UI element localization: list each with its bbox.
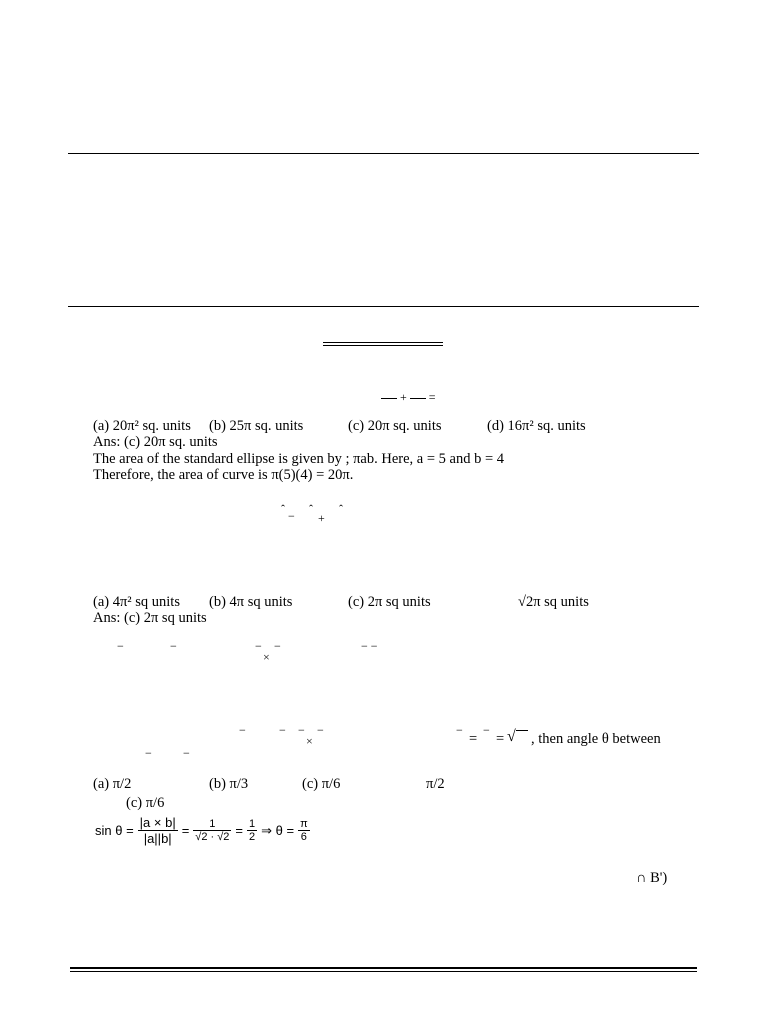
q4-dash-4: − — [317, 723, 324, 737]
formula-den-1: |a||b| — [143, 831, 172, 846]
q4-option-d: π/2 — [426, 776, 445, 792]
q3-dash-1: − — [117, 639, 124, 653]
formula-den-4: 6 — [300, 831, 307, 843]
q2-option-d: √2π sq units — [518, 594, 589, 610]
q4-dash-2: − — [279, 723, 286, 737]
section-title-underline — [323, 342, 443, 343]
footer-rule-top — [70, 967, 697, 969]
q2-minus: − — [288, 509, 295, 523]
section-title-underline-2 — [323, 345, 443, 346]
q2-option-a: (a) 4π² sq units — [93, 594, 180, 610]
q2-hat-2: ˆ — [309, 502, 313, 516]
q1-explanation-1: The area of the standard ellipse is given by ; πab. Here, a = 5 and b = 4 — [93, 451, 505, 467]
q4-dash-3: − — [298, 723, 305, 737]
formula-num-3: 1 — [248, 818, 256, 830]
q1-equation: + = — [381, 390, 436, 405]
formula-den-2: √2 · √2 — [195, 831, 230, 843]
q1-option-a: (a) 20π² sq. units — [93, 418, 191, 434]
q1-answer: Ans: (c) 20π sq. units — [93, 434, 218, 450]
formula-eq-1: = — [181, 823, 190, 838]
formula-fraction-1 — [138, 815, 178, 846]
q4-formula — [95, 815, 310, 846]
q4-dash-8: − — [183, 746, 190, 760]
formula-lhs: sin θ = — [95, 823, 134, 838]
q2-plus: + — [318, 511, 325, 525]
q4-root: √ — [507, 728, 528, 746]
q4-dash-5: − — [456, 723, 463, 737]
formula-fraction-4 — [298, 818, 310, 843]
formula-fraction-3 — [247, 818, 257, 843]
formula-fraction-2 — [193, 818, 231, 843]
formula-num-2: 1 — [209, 818, 216, 830]
header-rule-bottom — [68, 306, 699, 307]
q1-option-b: (b) 25π sq. units — [209, 418, 304, 434]
formula-eq-2: = — [235, 823, 243, 838]
q4-answer: (c) π/6 — [126, 795, 165, 811]
q3-cross: × — [263, 650, 270, 664]
q4-equals-1: = — [469, 731, 478, 747]
q1-option-d: (d) 16π² sq. units — [487, 418, 586, 434]
q1-explanation-2: Therefore, the area of curve is π(5)(4) = 20π. — [93, 467, 354, 483]
q4-equals-2: = — [496, 731, 505, 747]
q4-option-a: (a) π/2 — [93, 776, 132, 792]
q3-dash-2: − — [170, 639, 177, 653]
q4-dash-7: − — [145, 746, 152, 760]
q1-option-c: (c) 20π sq. units — [348, 418, 442, 434]
q3-dash-4: − — [274, 639, 281, 653]
q4-option-c: (c) π/6 — [302, 776, 341, 792]
q2-option-c: (c) 2π sq units — [348, 594, 431, 610]
q3-dash-pair: − − — [361, 639, 378, 653]
header-rule-top — [68, 153, 699, 154]
q4-dash-6: − — [483, 723, 490, 737]
formula-den-3: 2 — [248, 831, 256, 843]
formula-implies: ⇒ θ = — [261, 822, 295, 838]
footer-rule-bottom — [70, 971, 697, 972]
q2-answer: Ans: (c) 2π sq units — [93, 610, 207, 626]
q4-text-tail: , then angle θ between — [531, 731, 661, 747]
q3-dash-3: − — [255, 639, 262, 653]
q2-hat-3: ˆ — [339, 502, 343, 516]
q4-cross: × — [306, 734, 313, 748]
formula-num-1: |a × b| — [139, 815, 176, 830]
q2-option-b: (b) 4π sq units — [209, 594, 293, 610]
q4-option-b: (b) π/3 — [209, 776, 249, 792]
q5-fragment: ∩ B') — [636, 870, 668, 886]
q4-dash-1: − — [239, 723, 246, 737]
q2-hat-1: ˆ — [281, 502, 285, 516]
formula-num-4: π — [300, 818, 308, 830]
